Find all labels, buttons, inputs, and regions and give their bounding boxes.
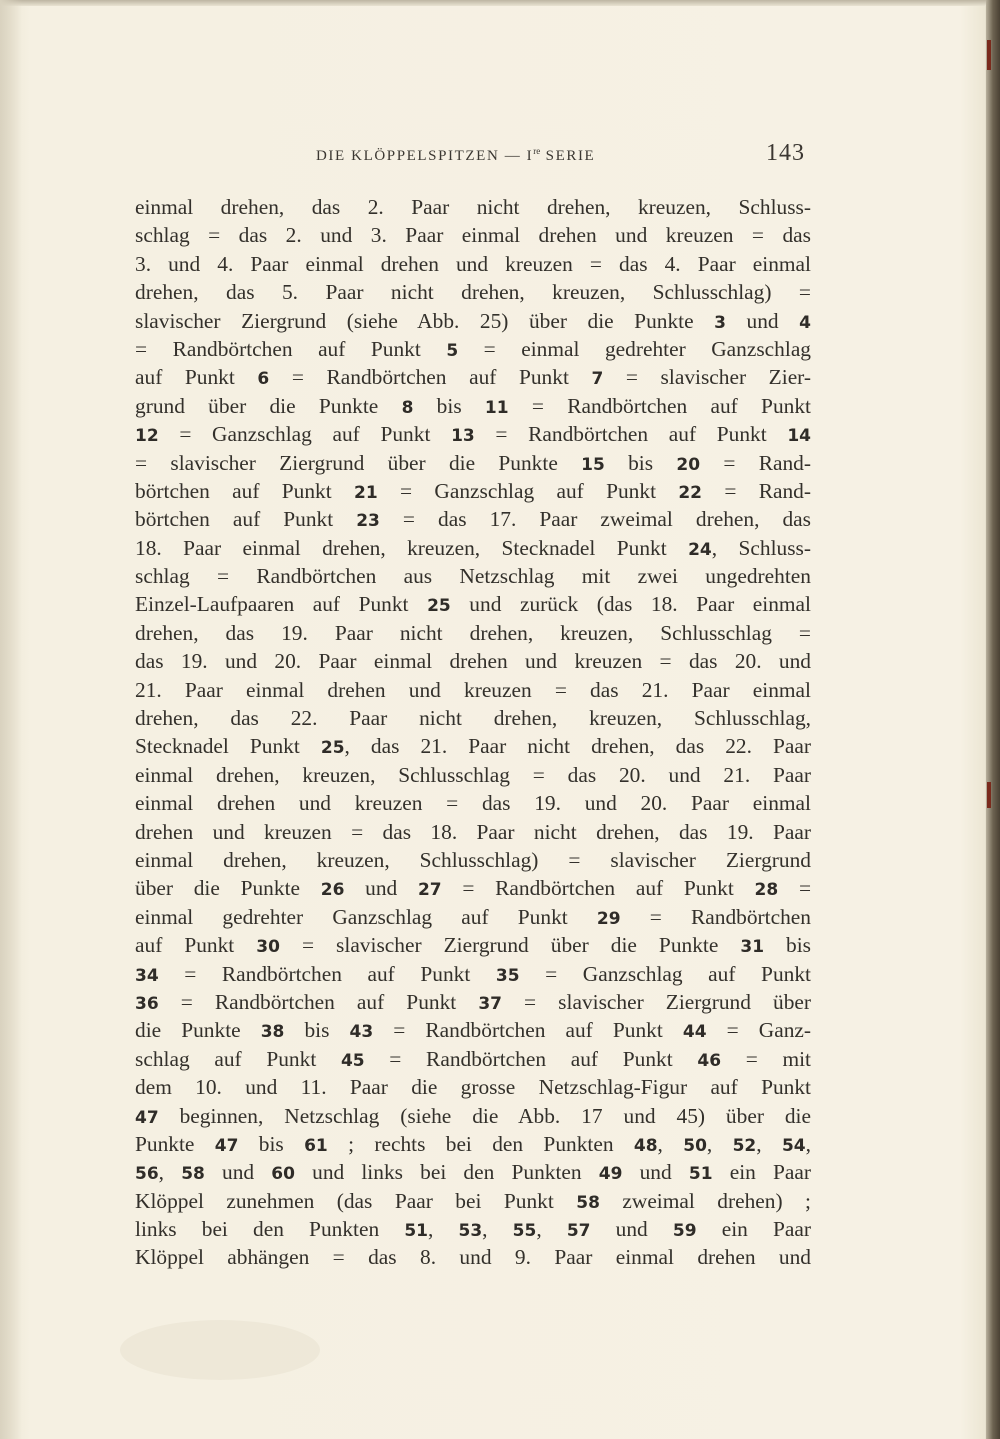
text-segment: , Schluss- — [711, 535, 811, 560]
text-segment: = slavischer Ziergrund über die Punkte — [279, 933, 741, 958]
point-number: 30 — [256, 937, 280, 958]
point-number: 6 — [257, 369, 270, 390]
text-line — [135, 647, 811, 675]
text-line — [135, 363, 811, 391]
text-segment: und — [590, 1217, 673, 1242]
text-segment: einmal drehen, kreuzen, Schlusschlag) = slavischer Ziergrund — [135, 847, 811, 872]
text-line — [135, 307, 811, 335]
text-segment: ein Paar — [696, 1217, 812, 1242]
text-segment: = Rand- — [700, 450, 811, 475]
point-number: 58 — [181, 1164, 205, 1185]
text-line — [135, 505, 811, 533]
text-segment: , — [805, 1131, 811, 1156]
point-number: 49 — [598, 1164, 623, 1185]
text-segment: bis — [413, 393, 485, 418]
text-segment: 3. und 4. Paar einmal drehen und kreuzen = das 4. Paar einmal — [135, 251, 811, 276]
text-line — [135, 278, 811, 306]
text-segment: = Ganzschlag auf Punkt — [377, 478, 679, 503]
text-line — [135, 420, 811, 448]
point-number: 53 — [458, 1221, 483, 1242]
text-line — [135, 590, 811, 618]
text-segment: auf Punkt — [135, 933, 257, 958]
text-segment: einmal drehen, kreuzen, Schlusschlag = das 20. und 21. Paar — [135, 762, 811, 787]
text-segment: einmal drehen, das 2. Paar nicht drehen, kreuzen, Schluss- — [135, 195, 811, 219]
text-line — [135, 789, 811, 817]
point-number: 25 — [320, 738, 345, 759]
text-line — [135, 221, 811, 249]
text-segment: = slavischer Ziergrund über — [501, 989, 812, 1014]
point-number: 14 — [787, 426, 811, 447]
text-line — [135, 1187, 811, 1215]
text-line — [135, 988, 811, 1016]
text-segment: ein Paar — [712, 1160, 812, 1185]
text-segment: = Randbörtchen auf Punkt — [158, 961, 496, 986]
text-line — [135, 1243, 811, 1271]
text-segment: , das 21. Paar nicht drehen, das 22. Paar — [344, 734, 812, 759]
text-segment: schlag auf Punkt — [135, 1046, 341, 1071]
text-segment: = Randbörtchen auf Punkt — [474, 422, 788, 447]
text-segment: über die Punkte — [135, 876, 321, 901]
text-segment: Klöppel zunehmen (das Paar bei Punkt — [135, 1188, 577, 1213]
text-segment: und — [204, 1160, 272, 1185]
text-line — [135, 676, 811, 704]
text-segment: = Randbörtchen auf Punkt — [364, 1046, 698, 1071]
text-line — [135, 392, 811, 420]
point-number: 35 — [495, 965, 520, 986]
text-segment: bis — [764, 933, 812, 958]
text-segment: drehen und kreuzen = das 18. Paar nicht drehen, das 19. Paar — [135, 819, 811, 844]
point-number: 56 — [135, 1164, 159, 1185]
text-segment: Klöppel abhängen = das 8. und 9. Paar einmal drehen und — [135, 1245, 811, 1270]
point-number: 8 — [401, 397, 414, 418]
point-number: 28 — [754, 880, 779, 901]
text-segment: , — [428, 1217, 459, 1242]
text-segment: drehen, das 22. Paar nicht drehen, kreuzen, Schlusschlag, — [135, 706, 811, 731]
text-segment: = mit — [721, 1046, 811, 1071]
text-segment: slavischer Ziergrund (siehe Abb. 25) über die Punkte — [135, 308, 715, 333]
point-number: 61 — [304, 1135, 328, 1156]
text-line — [135, 1130, 811, 1158]
text-segment: , — [706, 1131, 733, 1156]
point-number: 13 — [451, 426, 475, 447]
point-number: 50 — [683, 1135, 707, 1156]
point-number: 27 — [417, 880, 442, 901]
text-line — [135, 960, 811, 988]
point-number: 11 — [484, 397, 509, 418]
text-line — [135, 704, 811, 732]
text-segment: und — [344, 876, 418, 901]
text-segment: das 19. und 20. Paar einmal drehen und kreuzen = das 20. und — [135, 649, 811, 674]
text-segment: zweimal drehen) ; — [599, 1188, 812, 1213]
text-segment: beginnen, Netzschlag (siehe die Abb. 17 und 45) über die — [158, 1103, 811, 1128]
point-number: 60 — [271, 1164, 295, 1185]
text-segment: , — [482, 1217, 513, 1242]
point-number: 37 — [478, 993, 502, 1014]
body-text — [135, 193, 811, 1272]
point-number: 57 — [566, 1221, 591, 1242]
text-line — [135, 761, 811, 789]
point-number: 59 — [672, 1221, 697, 1242]
text-segment: ; rechts bei den Punkten — [327, 1131, 634, 1156]
paper-stain — [120, 1320, 320, 1380]
point-number: 38 — [260, 1022, 285, 1043]
point-number: 44 — [682, 1022, 707, 1043]
point-number: 45 — [340, 1050, 365, 1071]
text-segment: = slavischer Ziergrund über die Punkte — [135, 450, 582, 475]
text-segment: = Ganz- — [706, 1018, 812, 1043]
point-number: 34 — [135, 965, 159, 986]
text-segment: drehen, das 5. Paar nicht drehen, kreuzen, Schlusschlag) = — [135, 280, 811, 305]
point-number: 47 — [135, 1107, 159, 1128]
point-number: 7 — [591, 369, 604, 390]
text-segment: auf Punkt — [135, 365, 258, 390]
point-number: 54 — [781, 1135, 806, 1156]
point-number: 24 — [688, 539, 712, 560]
edge-mark — [987, 40, 991, 70]
point-number: 51 — [404, 1221, 428, 1242]
text-segment: , — [158, 1160, 182, 1185]
point-number: 20 — [676, 454, 701, 475]
text-segment: drehen, das 19. Paar nicht drehen, kreuzen, Schlusschlag = — [135, 620, 811, 645]
text-segment: , — [756, 1131, 782, 1156]
text-segment: 18. Paar einmal drehen, kreuzen, Stecknadel Punkt — [135, 535, 689, 560]
text-segment: einmal drehen und kreuzen = das 19. und 20. Paar einmal — [135, 791, 811, 816]
text-segment: einmal gedrehter Ganzschlag auf Punkt — [135, 904, 597, 929]
text-segment: links bei den Punkten — [135, 1217, 405, 1242]
text-segment: und zurück (das 18. Paar einmal — [450, 592, 811, 617]
point-number: 3 — [714, 312, 726, 333]
text-line — [135, 1158, 811, 1186]
text-line — [135, 335, 811, 363]
point-number: 15 — [581, 454, 605, 475]
text-segment: schlag = das 2. und 3. Paar einmal drehen und kreuzen = das — [135, 223, 811, 248]
point-number: 48 — [633, 1135, 658, 1156]
text-segment: schlag = Randbörtchen aus Netzschlag mit zwei ungedrehten — [135, 564, 811, 589]
text-segment: und — [622, 1160, 689, 1185]
text-segment: = Randbörtchen auf Punkt — [441, 876, 755, 901]
running-head: DIE KLÖPPELSPITZEN — Ire SERIE — [316, 146, 596, 164]
text-line — [135, 562, 811, 590]
text-segment: = Randbörtchen auf Punkt — [158, 989, 479, 1014]
text-segment: Einzel-Laufpaaren auf Punkt — [135, 592, 428, 617]
text-segment: = — [778, 876, 812, 901]
text-line — [135, 1102, 811, 1130]
text-segment: börtchen auf Punkt — [135, 507, 357, 532]
point-number: 58 — [576, 1192, 600, 1213]
text-line — [135, 931, 811, 959]
text-line — [135, 903, 811, 931]
text-segment: Punkte — [135, 1131, 215, 1156]
text-segment: = Ganzschlag auf Punkt — [519, 961, 811, 986]
page-number: 143 — [766, 140, 805, 166]
point-number: 43 — [349, 1022, 374, 1043]
text-segment: = Randbörtchen auf Punkt — [373, 1018, 683, 1043]
edge-mark — [987, 782, 991, 808]
text-line — [135, 1073, 811, 1101]
text-segment: = Randbörtchen auf Punkt — [508, 393, 811, 418]
text-segment: , — [536, 1217, 567, 1242]
text-segment: = das 17. Paar zweimal drehen, das — [379, 507, 811, 532]
point-number: 12 — [135, 426, 159, 447]
gutter-shadow — [0, 0, 22, 1439]
text-segment: = Randbörtchen auf Punkt — [135, 336, 447, 361]
point-number: 51 — [688, 1164, 713, 1185]
text-segment: und — [725, 308, 800, 333]
text-segment: = Randbörtchen — [620, 904, 811, 929]
text-segment: grund über die Punkte — [135, 393, 402, 418]
text-line — [135, 477, 811, 505]
point-number: 5 — [446, 340, 459, 361]
text-segment: Stecknadel Punkt — [135, 734, 321, 759]
text-segment: 21. Paar einmal drehen und kreuzen = das 21. Paar einmal — [135, 677, 811, 702]
text-segment: bis — [238, 1131, 305, 1156]
page-top-edge — [0, 0, 1000, 6]
text-segment: = Rand- — [702, 478, 811, 503]
point-number: 4 — [799, 312, 811, 333]
text-segment: dem 10. und 11. Paar die grosse Netzschlag-Figur auf Punkt — [135, 1075, 811, 1100]
point-number: 36 — [135, 993, 159, 1014]
text-segment: , — [657, 1131, 684, 1156]
text-segment: und links bei den Punkten — [294, 1160, 599, 1185]
text-segment: = einmal gedrehter Ganzschlag — [458, 336, 812, 361]
text-line — [135, 1215, 811, 1243]
text-line — [135, 449, 811, 477]
text-line — [135, 732, 811, 760]
point-number: 21 — [354, 482, 378, 503]
text-segment: bis — [604, 450, 677, 475]
text-line — [135, 193, 811, 221]
point-number: 22 — [678, 482, 703, 503]
point-number: 31 — [740, 937, 765, 958]
point-number: 46 — [697, 1050, 722, 1071]
text-line — [135, 818, 811, 846]
point-number: 23 — [356, 511, 380, 532]
point-number: 52 — [732, 1135, 757, 1156]
text-segment: börtchen auf Punkt — [135, 478, 355, 503]
point-number: 55 — [512, 1221, 537, 1242]
point-number: 25 — [427, 596, 451, 617]
text-segment: die Punkte — [135, 1018, 261, 1043]
text-segment: bis — [284, 1018, 350, 1043]
text-line — [135, 534, 811, 562]
point-number: 47 — [214, 1135, 239, 1156]
text-line — [135, 846, 811, 874]
text-segment: = Ganzschlag auf Punkt — [158, 422, 452, 447]
text-line — [135, 1045, 811, 1073]
text-line — [135, 619, 811, 647]
text-segment: = slavischer Zier- — [603, 365, 811, 390]
text-segment: = Randbörtchen auf Punkt — [269, 365, 592, 390]
page-edge-binding — [986, 0, 1000, 1439]
text-line — [135, 1016, 811, 1044]
text-line — [135, 250, 811, 278]
point-number: 26 — [320, 880, 345, 901]
point-number: 29 — [596, 908, 621, 929]
text-line — [135, 874, 811, 902]
